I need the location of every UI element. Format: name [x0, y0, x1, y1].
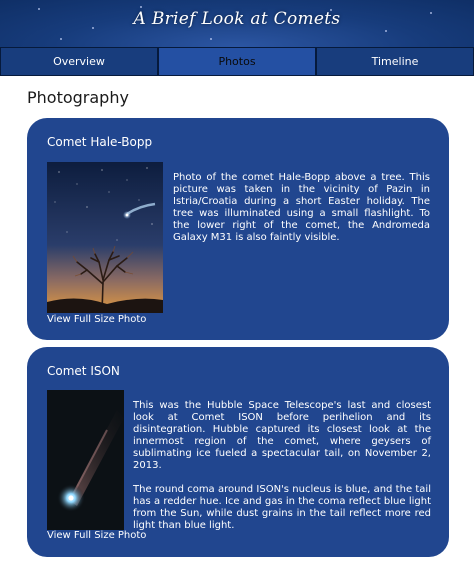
card-title: Comet Hale-Bopp	[47, 135, 153, 149]
hale-bopp-description	[173, 172, 430, 256]
site-title: A Brief Look at Comets	[133, 9, 341, 29]
hale-bopp-photo[interactable]	[47, 162, 163, 313]
tab-photos[interactable]: Photos	[158, 47, 316, 76]
tab-overview[interactable]: Overview	[0, 47, 158, 76]
site-header	[0, 0, 474, 47]
description-paragraph: The round coma around ISON's nucleus is blue, and the tail has a redder hue. Ice and gas in the coma reflect blue light from the Sun, while dust grains in the tail reflect more red light than blue light.	[133, 484, 431, 531]
view-full-size-link[interactable]: View Full Size Photo	[47, 530, 147, 541]
description-paragraph: This was the Hubble Space Telescope's last and closest look at Comet ISON before perihelion and its disintegration. Hubble captured its closest look at the innermost region of the comet, where geysers of sublimating ice fueled a spectacular tail, on November 2, 2013.	[133, 400, 431, 471]
main-nav	[0, 47, 474, 76]
page-title: Photography	[27, 88, 129, 107]
photo-card-hale-bopp	[27, 118, 449, 340]
view-full-size-link[interactable]: View Full Size Photo	[47, 314, 147, 325]
card-title: Comet ISON	[47, 364, 120, 378]
ison-description	[133, 400, 431, 544]
tab-timeline[interactable]: Timeline	[316, 47, 474, 76]
description-paragraph: Photo of the comet Hale-Bopp above a tree. This picture was taken in the vicinity of Pazin in Istria/Croatia during a short Easter holiday. The tree was illuminated using a small flashlight. To the lower right of the comet, the Andromeda Galaxy M31 is also faintly visible.	[173, 172, 430, 243]
ison-photo[interactable]	[47, 390, 124, 530]
photo-card-ison	[27, 347, 449, 557]
